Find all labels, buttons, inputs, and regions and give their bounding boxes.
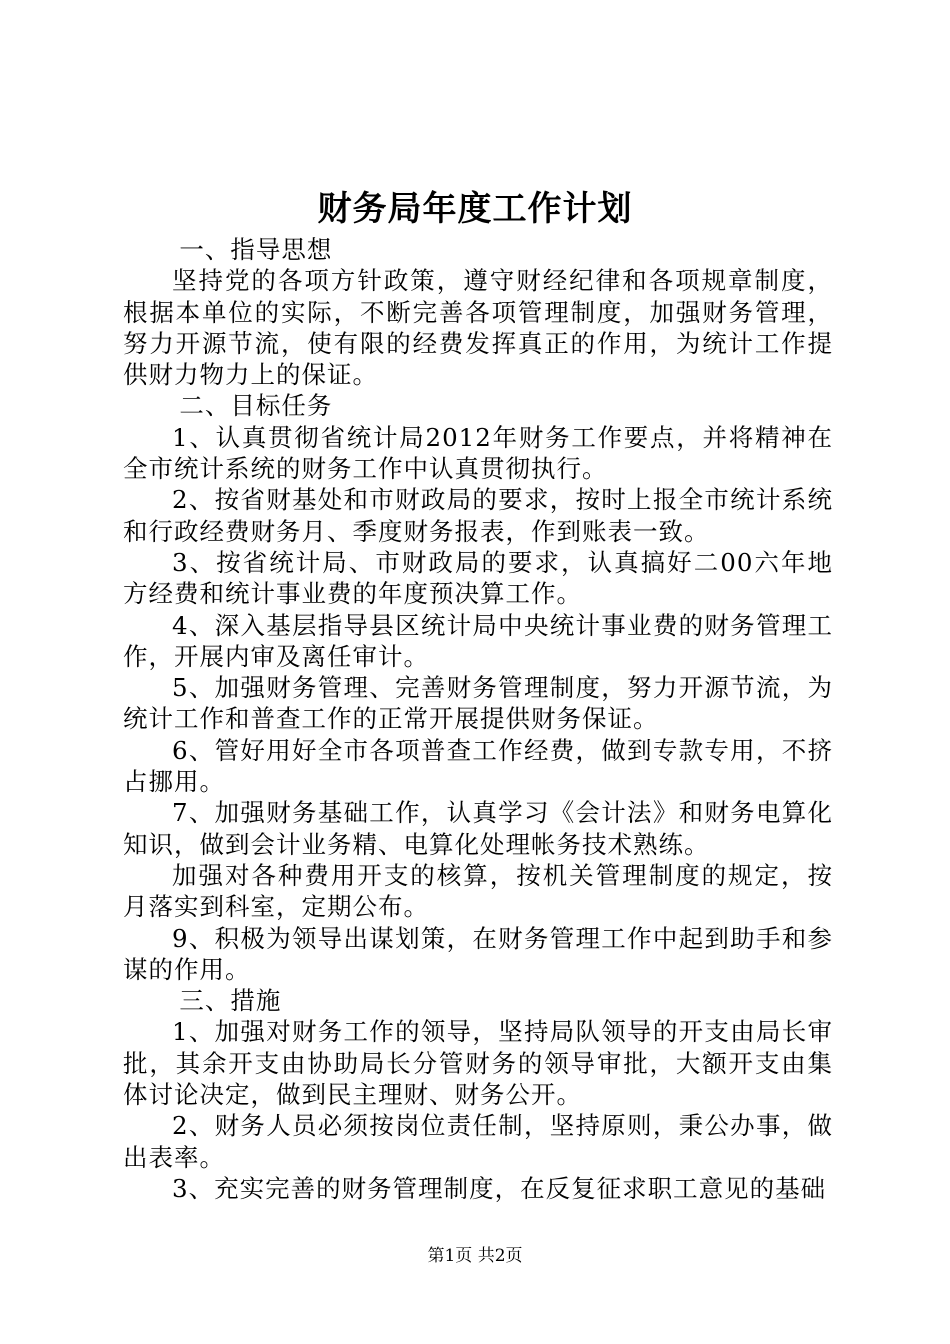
section-heading-objectives: 二、目标任务 [179, 391, 333, 421]
page-number-footer: 第1页 共2页 [427, 1246, 523, 1266]
page-title: 财务局年度工作计划 [317, 189, 633, 229]
section-heading-guiding-ideology: 一、指导思想 [179, 235, 333, 264]
section-heading-measures: 三、措施 [179, 986, 282, 1016]
paragraph: 5、加强财务管理、完善财务管理制度，努力开源节流，为统计工作和普查工作的正常开展提供财务保证。 [123, 673, 833, 734]
paragraph: 3、充实完善的财务管理制度，在反复征求职工意见的基础 [172, 1173, 827, 1203]
paragraph: 1、认真贯彻省统计局2012年财务工作要点，并将精神在全市统计系统的财务工作中认真贯彻执行。 [123, 422, 833, 484]
paragraph: 坚持党的各项方针政策，遵守财经纪律和各项规章制度，根据本单位的实际，不断完善各项管理制度，加强财务管理，努力开源节流，使有限的经费发挥真正的作用，为统计工作提供财力物力上的保证。 [123, 266, 833, 390]
paragraph: 加强对各种费用开支的核算，按机关管理制度的规定，按月落实到科室，定期公布。 [123, 860, 833, 922]
paragraph: 4、深入基层指导县区统计局中央统计事业费的财务管理工作，开展内审及离任审计。 [123, 610, 833, 671]
paragraph: 3、按省统计局、市财政局的要求，认真搞好二00六年地方经费和统计事业费的年度预决算工作。 [123, 547, 833, 609]
paragraph: 9、积极为领导出谋划策，在财务管理工作中起到助手和参谋的作用。 [123, 923, 833, 984]
paragraph: 2、财务人员必须按岗位责任制，坚持原则，秉公办事，做出表率。 [123, 1111, 833, 1172]
paragraph: 6、管好用好全市各项普查工作经费，做到专款专用，不挤占挪用。 [123, 735, 833, 797]
paragraph: 7、加强财务基础工作，认真学习《会计法》和财务电算化知识，做到会计业务精、电算化处理帐务技术熟练。 [123, 798, 833, 859]
paragraph: 2、按省财基处和市财政局的要求，按时上报全市统计系统和行政经费财务月、季度财务报表，作到账表一致。 [123, 485, 833, 546]
paragraph: 1、加强对财务工作的领导，坚持局队领导的开支由局长审批，其余开支由协助局长分管财务的领导审批，大额开支由集体讨论决定，做到民主理财、财务公开。 [123, 1017, 833, 1110]
document-body [123, 234, 833, 1204]
